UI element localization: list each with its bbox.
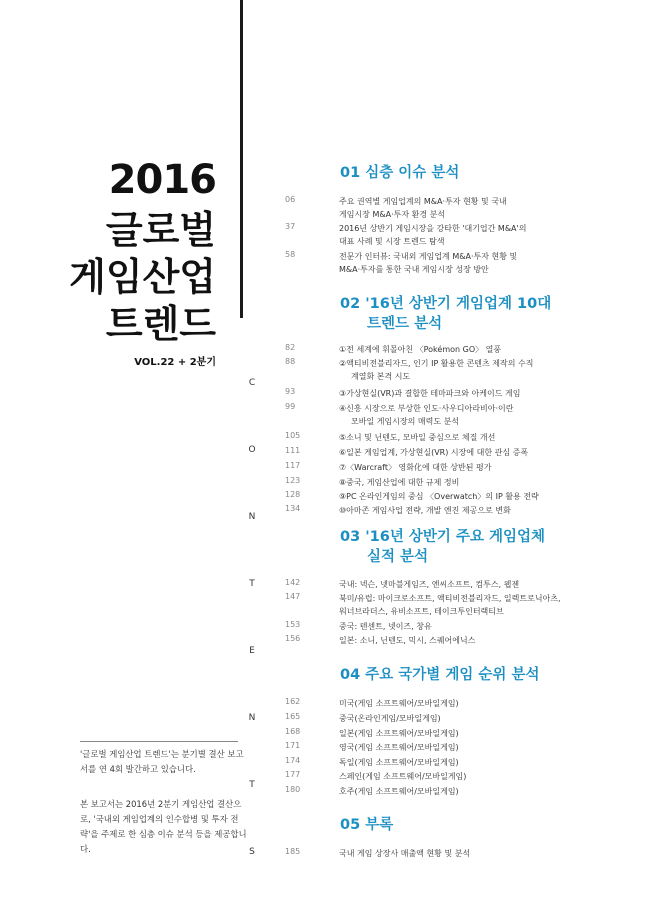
page-number: 168: [285, 727, 301, 736]
page-number: 37: [285, 222, 296, 231]
page-number: 142: [285, 578, 301, 587]
entry-text: 일본: 소니, 닌텐도, 믹시, 스퀘어에닉스: [339, 636, 476, 645]
entry-text: 중국: 텐센트, 넷이즈, 창유: [339, 622, 432, 631]
section-02-title-line1: 02 '16년 상반기 게임업계 10대: [340, 296, 552, 312]
section-03-title-line1: 03 '16년 상반기 주요 게임업체: [340, 529, 546, 545]
entry-text: ③가상현실(VR)과 결합한 테마파크와 아케이드 게임: [339, 389, 521, 398]
page-number: 185: [285, 847, 301, 856]
section-03-title-line2: 실적 분석: [367, 549, 429, 565]
entry-text: ④신흥 시장으로 부상한 인도·사우디아라비아·이란: [339, 404, 514, 413]
section-05-title[interactable]: 05 부록: [340, 817, 394, 833]
entry-text: 모바일 게임시장의 매력도 분석: [351, 417, 460, 427]
page-number: 105: [285, 431, 301, 440]
section-02-title[interactable]: [340, 294, 600, 334]
entry-text: M&A·투자를 통한 국내 게임시장 성장 방안: [339, 265, 489, 275]
section-02-title-line2: 트렌드 분석: [367, 316, 443, 332]
section-03-title[interactable]: [340, 527, 600, 567]
section-04-title[interactable]: 04 주요 국가별 게임 순위 분석: [340, 667, 540, 683]
entry-text: 주요 권역별 게임업계의 M&A·투자 현황 및 국내: [339, 197, 507, 206]
contents-letter: C: [248, 378, 256, 388]
entry-text: ⑤소니 및 닌텐도, 모바일 중심으로 체질 개선: [339, 433, 496, 442]
entry-text: 호주(게임 소프트웨어/모바일게임): [339, 787, 459, 796]
entry-text: 게임시장 M&A·투자 환경 분석: [339, 210, 446, 220]
entry-text: 북미/유럽: 마이크로소프트, 액티비전블리자드, 일렉트로닉아츠,: [339, 594, 561, 603]
entry-text: ②액티비전블리자드, 인기 IP 활용한 콘텐츠 제작의 수직: [339, 359, 534, 368]
title-line-global: 글로벌: [105, 208, 216, 252]
page-number: 171: [285, 741, 301, 750]
entry-text: 스페인(게임 소프트웨어/모바일게임): [339, 772, 467, 781]
page-number: 147: [285, 592, 301, 601]
page-number: 174: [285, 756, 301, 765]
contents-letter: O: [248, 445, 256, 455]
entry-text: ⑩아마존 게임사업 전략, 개발 엔진 제공으로 변화: [339, 506, 511, 515]
entry-text: 일본(게임 소프트웨어/모바일게임): [339, 729, 459, 738]
entry-text: ⑦〈Warcraft〉 영화化에 대한 상반된 평가: [339, 463, 492, 472]
page-number: 82: [285, 343, 296, 352]
page-number: 93: [285, 387, 296, 396]
page-number: 111: [285, 446, 301, 455]
entry-text: 독일(게임 소프트웨어/모바일게임): [339, 758, 459, 767]
page-number: 162: [285, 697, 301, 706]
entry-text: 대표 사례 및 시장 트렌드 탐색: [339, 237, 445, 247]
entry-text: 워너브라더스, 유비소프트, 테이크투인터랙티브: [339, 607, 504, 617]
page-number: 128: [285, 490, 301, 499]
page-number: 99: [285, 402, 296, 411]
entry-text: 국내 게임 상장사 매출액 현황 및 분석: [339, 849, 471, 858]
page-number: 134: [285, 504, 301, 513]
volume-label: VOL.22 + 2분기: [134, 357, 216, 368]
entry-text: 전문가 인터뷰: 국내외 게임업계 M&A·투자 현황 및: [339, 252, 518, 261]
page-number: 165: [285, 712, 301, 721]
page-number: 153: [285, 620, 301, 629]
page-number: 156: [285, 634, 301, 643]
title-year: 2016: [108, 157, 216, 203]
contents-letter: T: [249, 780, 255, 790]
entry-text: 중국(온라인게임/모바일게임): [339, 714, 441, 723]
contents-letter: N: [248, 512, 256, 522]
contents-letter: E: [249, 646, 255, 656]
page-number: 06: [285, 195, 296, 204]
page-number: 117: [285, 461, 301, 470]
entry-text: 2016년 상반기 게임시장을 강타한 '대기업간 M&A'의: [339, 224, 527, 233]
entry-text: ①전 세계에 휘몰아친 〈Pokémon GO〉 열풍: [339, 345, 502, 354]
entry-text: 국내: 넥슨, 넷마블게임즈, 엔씨소프트, 컴투스, 웹젠: [339, 580, 520, 589]
note-divider: [80, 741, 238, 742]
entry-text: 계열화 본격 시도: [351, 372, 411, 382]
entry-text: 미국(게임 소프트웨어/모바일게임): [339, 699, 459, 708]
contents-letter: N: [248, 713, 256, 723]
entry-text: 영국(게임 소프트웨어/모바일게임): [339, 743, 459, 752]
section-01-title[interactable]: 01 심층 이슈 분석: [340, 165, 460, 181]
report-summary-note: 본 보고서는 2016년 2분기 게임산업 결산으로, '국내외 게임업계의 인수합병 및 투자 전략'을 주제로 한 심층 이슈 분석 등을 제공합니다.: [80, 799, 247, 854]
entry-text: ⑥일본 게임업계, 가상현실(VR) 시장에 대한 관심 증폭: [339, 448, 529, 457]
page-number: 58: [285, 250, 296, 259]
title-line-game-industry: 게임산업: [69, 255, 216, 299]
contents-letter: T: [249, 579, 255, 589]
publication-note: '글로벌 게임산업 트렌드'는 분기별 결산 보고서를 연 4회 발간하고 있습니다.: [80, 749, 244, 774]
page-number: 180: [285, 785, 301, 794]
title-rule: [240, 0, 243, 318]
title-line-trend: 트렌드: [105, 302, 216, 346]
page-number: 123: [285, 476, 301, 485]
page-number: 88: [285, 357, 296, 366]
page-number: 177: [285, 770, 301, 779]
contents-letter: S: [249, 847, 255, 857]
entry-text: ⑧중국, 게임산업에 대한 규제 정비: [339, 478, 460, 487]
entry-text: ⑨PC 온라인게임의 중심 〈Overwatch〉의 IP 활용 전략: [339, 492, 539, 501]
